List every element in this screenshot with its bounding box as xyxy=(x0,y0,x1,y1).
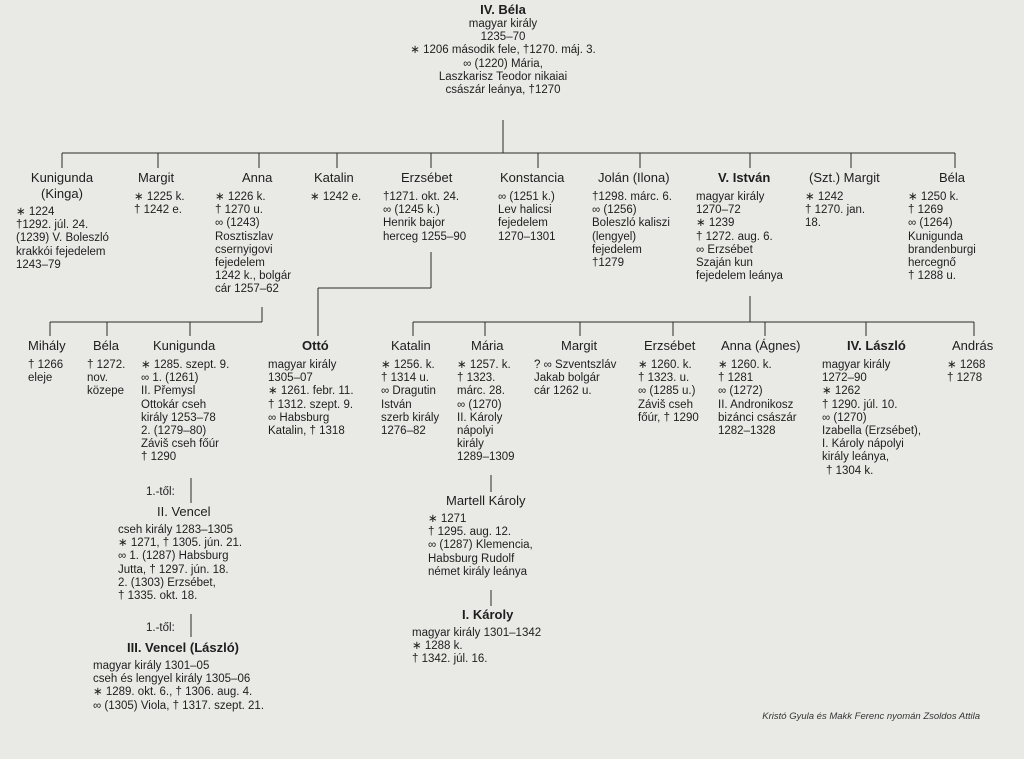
person-erzsebet: Erzsébet †1271. okt. 24. ∞ (1245 k.) Henrik bajor herceg 1255–90 xyxy=(383,170,467,243)
person-iv-laszlo: IV. László magyar király 1272–90 ∗ 1262 † 1290. júl. 10. ∞ (1270) Izabella (Erzsébet), I. Károly nápolyi király leánya, † 1304 k. xyxy=(822,338,922,477)
person-katalin: Katalin ∗ 1242 e. xyxy=(310,170,362,203)
person-iv-bela: IV. Béla magyar király 1235–70 ∗ 1206 második fele, †1270. máj. 3. ∞ (1220) Mária, Laszkarisz Teodor nikaiai császár leánya, †1270 xyxy=(393,2,613,97)
marriage-label-1: 1.-től: xyxy=(146,486,175,498)
person-katalin-granddaughter: Katalin ∗ 1256. k. † 1314 u. ∞ Dragutin István szerb király 1276–82 xyxy=(381,338,440,438)
person-jolan: Jolán (Ilona) †1298. márc. 6. ∞ (1256) Boleszló kaliszi (lengyel) fejedelem †1279 xyxy=(592,170,672,270)
person-kunigunda-kinga: Kunigunda (Kinga) ∗ 1224 †1292. júl. 24. (1239) V. Boleszló krakkói fejedelem 1243–79 xyxy=(16,170,109,271)
person-anna: Anna ∗ 1226 k. † 1270 u. ∞ (1243) Rosztiszlav csernyigovi fejedelem 1242 k., bolgár cár 1257–62 xyxy=(215,170,292,296)
person-margit: Margit ∗ 1225 k. † 1242 e. xyxy=(134,170,185,217)
person-v-istvan: V. István magyar király 1270–72 ∗ 1239 † 1272. aug. 6. ∞ Erzsébet Szaján kun fejedelem leánya xyxy=(696,170,783,283)
person-i-karoly: I. Károly magyar király 1301–1342 ∗ 1288 k. † 1342. júl. 16. xyxy=(412,607,542,666)
person-szt-margit: (Szt.) Margit ∗ 1242 † 1270. jan. 18. xyxy=(805,170,880,230)
person-andras: András ∗ 1268 † 1278 xyxy=(947,338,994,385)
person-margit-granddaughter: Margit ? ∞ Szventszláv Jakab bolgár cár 1262 u. xyxy=(534,338,617,398)
person-konstancia: Konstancia ∞ (1251 k.) Lev halicsi fejedelem 1270–1301 xyxy=(498,170,565,243)
person-name: IV. Béla xyxy=(480,2,526,17)
person-mihaly: Mihály † 1266 eleje xyxy=(28,338,66,385)
person-iii-vencel: III. Vencel (László) magyar király 1301–05 cseh és lengyel király 1305–06 ∗ 1289. okt. 6., † 1306. aug. 4. ∞ (1305) Viola, † 1317. szept. 21. xyxy=(93,640,265,712)
person-ii-vencel: II. Vencel cseh király 1283–1305 ∗ 1271, † 1305. jún. 21. ∞ 1. (1287) Habsburg Jutta, † 1297. jún. 18. 2. (1303) Erzsébet, † 1335. okt. 18. xyxy=(118,504,243,603)
person-bela-son: Béla ∗ 1250 k. † 1269 ∞ (1264) Kunigunda brandenburgi hercegnő † 1288 u. xyxy=(908,170,976,283)
person-anna-agnes: Anna (Ágnes) ∗ 1260. k. † 1281 ∞ (1272) II. Andronikosz bizánci császár 1282–1328 xyxy=(718,338,801,438)
person-martell-karoly: Martell Károly ∗ 1271 † 1295. aug. 12. ∞ (1287) Klemencia, Habsburg Rudolf német király leánya xyxy=(428,493,533,578)
marriage-label-2: 1.-től: xyxy=(146,622,175,634)
person-otto: Ottó magyar király 1305–07 ∗ 1261. febr. 11. † 1312. szept. 9. ∞ Habsburg Katalin, † 1318 xyxy=(268,338,354,438)
source-credit: Kristó Gyula és Makk Ferenc nyomán Zsoldos Attila xyxy=(762,711,980,722)
person-kunigunda-granddaughter: Kunigunda ∗ 1285. szept. 9. ∞ 1. (1261) II. Přemysl Ottokár cseh király 1253–78 2. (1279–80) Záviš cseh főúr † 1290 xyxy=(141,338,230,464)
person-erzsebet-granddaughter: Erzsébet ∗ 1260. k. † 1323. u. ∞ (1285 u.) Záviš cseh főúr, † 1290 xyxy=(638,338,699,424)
person-bela-grandson: Béla † 1272. nov. közepe xyxy=(87,338,126,398)
person-maria: Mária ∗ 1257. k. † 1323. márc. 28. ∞ (1270) II. Károly nápolyi király 1289–1309 xyxy=(457,338,515,464)
